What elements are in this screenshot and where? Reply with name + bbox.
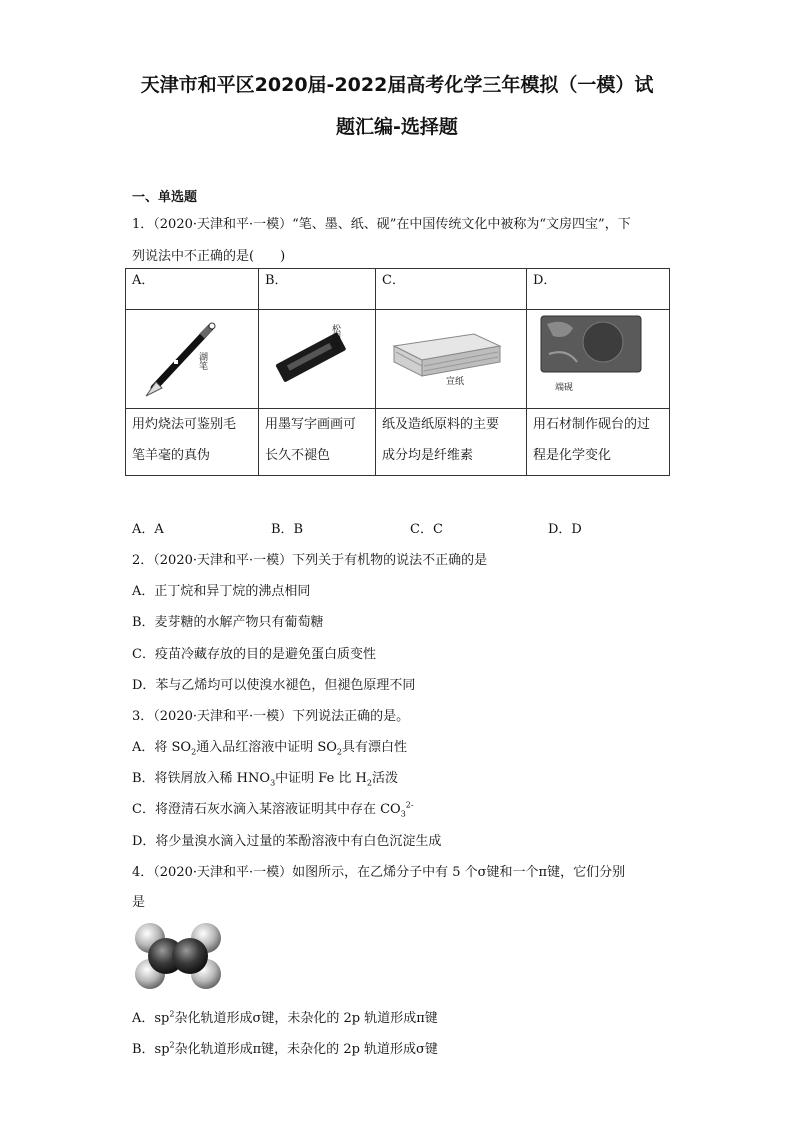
q2-option-d: D．苯与乙烯均可以使溴水褪色，但褪色原理不同: [132, 678, 416, 693]
q1-header-c: C．: [376, 269, 527, 310]
q1-cell-d-line-1: 用石材制作砚台的过: [533, 417, 651, 432]
q4-option-a: A．$sp^2$杂化轨道形成σ键，未杂化的 2p 轨道形成π键: [132, 1009, 438, 1026]
title-line-1: 天津市和平区2020届-2022届高考化学三年模拟（一模）试: [140, 74, 654, 96]
q2-option-c: C．疫苗冷藏存放的目的是避免蛋白质变性: [132, 647, 376, 662]
inkstone-image: [533, 310, 663, 400]
q1-image-inkstone: [527, 310, 670, 409]
q1-options-table: [125, 268, 670, 476]
q1-header-d: D．: [527, 269, 670, 310]
q1-image-ink: [259, 310, 376, 409]
caption-ink: 松烟墨: [330, 324, 340, 351]
q1-option-a: A．A: [132, 522, 164, 537]
q1-cell-c-line-2: 成分均是纤维素: [382, 448, 474, 463]
caption-inkstone: 端砚: [555, 383, 574, 393]
q3-option-a: A．将 $SO_2$通入品红溶液中证明 $SO_2$具有漂白性: [132, 740, 407, 757]
q1-option-b: B．B: [271, 522, 304, 537]
q2-stem: 2．（2020·天津和平·一模）下列关于有机物的说法不正确的是: [132, 553, 488, 568]
caption-brush: 湖笔: [197, 352, 207, 370]
ink-stick-image: [265, 310, 370, 400]
q3-option-d: D．将少量溴水滴入过量的苯酚溶液中有白色沉淀生成: [132, 834, 442, 849]
q1-cell-b-line-1: 用墨写字画画可: [265, 417, 357, 432]
q1-stem-line-2: 列说法中不正确的是( ): [132, 249, 286, 264]
section-heading: 一、单选题: [132, 190, 198, 205]
q3-stem: 3．（2020·天津和平·一模）下列说法正确的是。: [132, 709, 410, 724]
document-title: [60, 64, 734, 148]
q1-cell-a-line-2: 笔羊毫的真伪: [132, 448, 211, 463]
q4-stem-line-2: 是: [132, 895, 146, 910]
q4-stem-line-1: 4．（2020·天津和平·一模）如图所示，在乙烯分子中有 5 个σ键和一个π键，它们分别: [132, 865, 626, 880]
q1-option-d: D．D: [548, 522, 582, 537]
q1-stem-line-1: 1．（2020·天津和平·一模）“笔、墨、纸、砚”在中国传统文化中被称为“文房四宝”，下: [132, 217, 631, 232]
q3-option-c: C．将澄清石灰水滴入某溶液证明其中存在 $CO_3^{2-}$: [132, 800, 414, 819]
title-line-2: 题汇编-选择题: [336, 116, 458, 138]
q2-option-a: A．正丁烷和异丁烷的沸点相同: [132, 584, 311, 599]
q1-cell-b-line-2: 长久不褪色: [265, 448, 331, 463]
q1-option-c: C．C: [410, 522, 443, 537]
q2-option-b: B．麦芽糖的水解产物只有葡萄糖: [132, 615, 324, 630]
q3-option-b: B．将铁屑放入稀 $HNO_3$中证明 Fe 比 $H_2$活泼: [132, 771, 399, 788]
q1-cell-b: [259, 409, 376, 476]
q1-cell-c: [376, 409, 527, 476]
q1-image-paper: [376, 310, 527, 409]
brush-image: [132, 310, 252, 400]
q1-cell-c-line-1: 纸及造纸原料的主要: [382, 417, 500, 432]
caption-paper: 宣纸: [446, 377, 465, 387]
q1-cell-d: [527, 409, 670, 476]
q1-header-b: B．: [259, 269, 376, 310]
q1-header-a: A．: [126, 269, 259, 310]
ethylene-molecule-image: [132, 920, 224, 992]
q1-cell-d-line-2: 程是化学变化: [533, 448, 612, 463]
q1-image-brush: [126, 310, 259, 409]
q1-cell-a-line-1: 用灼烧法可鉴别毛: [132, 417, 237, 432]
q1-cell-a: [126, 409, 259, 476]
q4-option-b: B．$sp^2$杂化轨道形成π键，未杂化的 2p 轨道形成σ键: [132, 1040, 438, 1057]
